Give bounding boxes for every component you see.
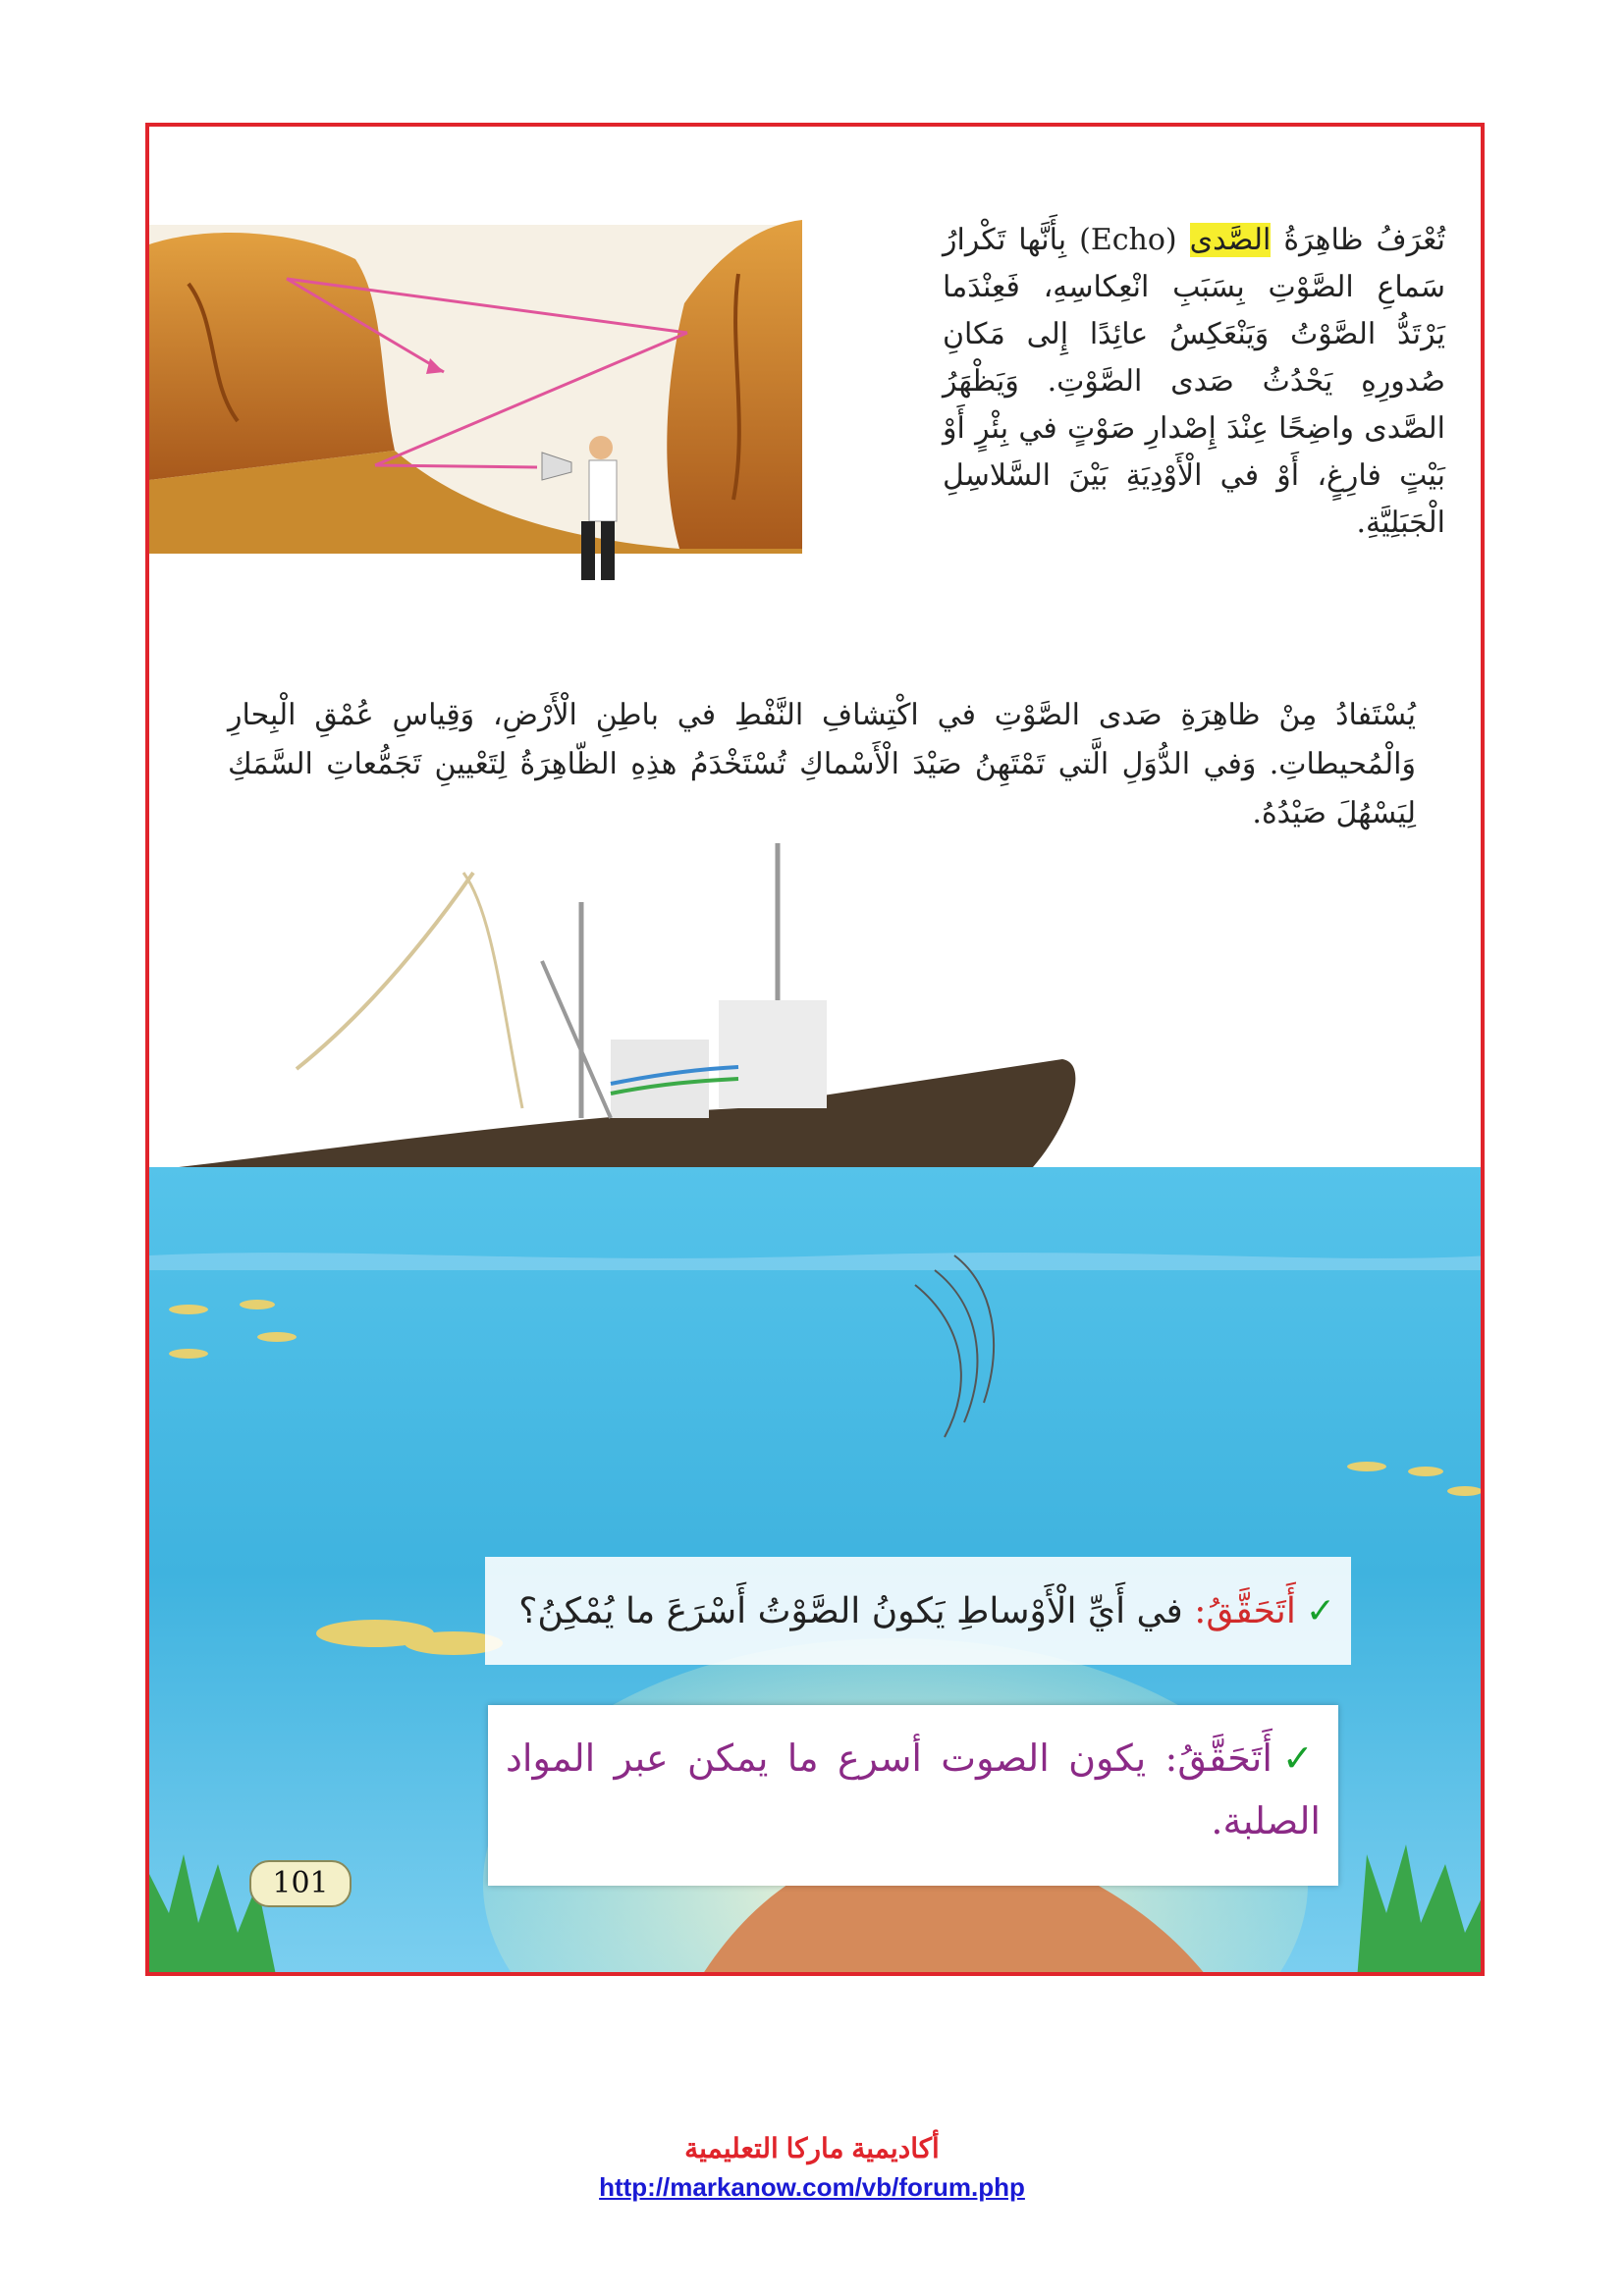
check-label: أَتَحَقَّقُ: [1194,1590,1296,1631]
footer-title: أكاديمية ماركا التعليمية [684,2133,940,2163]
echo-definition-paragraph [943,217,1445,547]
echo-highlight: الصَّدى [1189,223,1272,257]
answer-checkmark-icon: ✓ [1281,1736,1321,1780]
checkmark-icon: ✓ [1305,1590,1335,1631]
answer-box [488,1705,1338,1886]
page-frame [145,123,1485,1976]
para1-before: تُعْرَفُ ظاهِرَةُ [1271,223,1445,257]
check-question-text: في أَيِّ الْأَوْساطِ يَكونُ الصَّوْتُ أَسْرَعَ ما يُمْكِنُ؟ [518,1590,1183,1631]
footer-link[interactable]: http://markanow.com/vb/forum.php [599,2172,1025,2202]
check-question [518,1591,1335,1631]
check-question-box [485,1557,1351,1665]
canyon-illustration [149,220,802,580]
para1-after: (Echo) بِأَنَّها تَكْرارُ سَماعِ الصَّوْتِ بِسَبَبِ انْعِكاسِهِ، فَعِنْدَما يَرْتَدُّ الصَّوْتُ وَيَنْعَكِسُ عائِدًا إِلى مَكانِ صُدورِهِ يَحْدُثُ صَدى الصَّوْتِ. وَيَظْهَرُ الصَّدى واضِحًا عِنْدَ إِصْدارِ صَوْتٍ في بِئْرٍ أَوْ بَيْتٍ فارِغٍ، أَوْ في الْأَوْدِيَةِ بَيْنَ السَّلاسِلِ الْجَبَلِيَّةِ. [943,223,1445,540]
answer [506,1727,1321,1852]
page-number: 101 [249,1860,352,1907]
echo-uses-paragraph: يُسْتَفادُ مِنْ ظاهِرَةِ صَدى الصَّوْتِ في اكْتِشافِ النَّفْطِ في باطِنِ الْأَرْضِ، وَقِياسِ عُمْقِ الْبِحارِ وَالْمُحيطاتِ. وَفي الدُّوَلِ الَّتي تَمْتَهِنُ صَيْدَ الْأَسْماكِ تُسْتَخْدَمُ هذِهِ الظّاهِرَةُ لِتَعْيينِ تَجَمُّعاتِ السَّمَكِ لِيَسْهُلَ صَيْدُهُ. [228,698,1416,830]
fishing-ship-illustration [176,843,1075,1216]
answer-text: يكون الصوت أسرع ما يمكن عبر المواد الصلبة. [506,1736,1321,1842]
answer-label: أَتَحَقَّقُ: [1164,1736,1272,1780]
